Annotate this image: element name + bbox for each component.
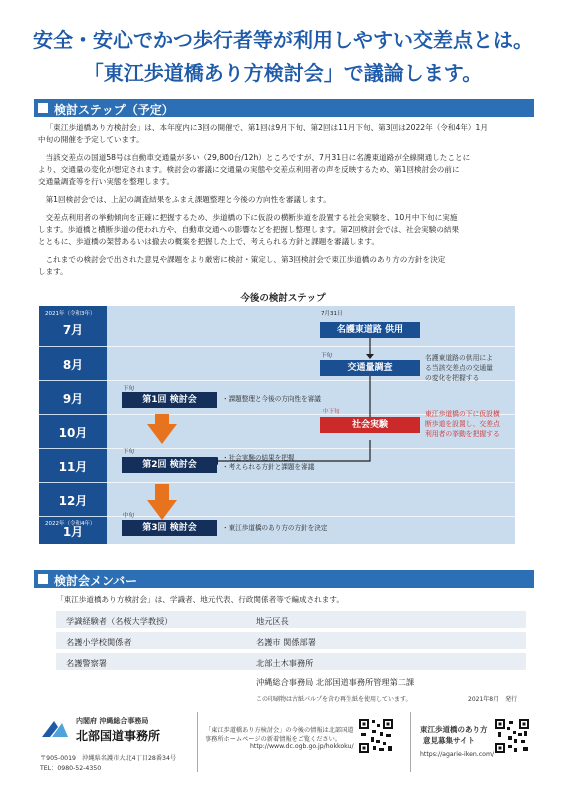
steps-section-title: 検討ステップ（予定） [54, 103, 174, 117]
printing-note: この印刷物は古紙パルプを含む再生紙を使用しています。 [256, 696, 412, 703]
site-url[interactable]: https://agarie-iken.com/ [420, 751, 495, 758]
open-milestone-box: 名護東道路 供用 [320, 322, 420, 338]
survey-note: 名護東道路の供用によ る当該交差点の交通量 の変化を把握する [425, 354, 493, 382]
month-cell-sep: 9月 [39, 381, 107, 414]
member-national-road-office: 沖縄総合事務局 北部国道事務所管理第二課 [256, 677, 415, 687]
year-label-2021: 2021年（令和3年） [45, 311, 96, 317]
meeting-2-box: 第2回 検討会 [122, 457, 217, 473]
member-police: 名護警察署 [66, 658, 107, 668]
meeting-1-box: 第1回 検討会 [122, 392, 217, 408]
org-sub-name: 内閣府 沖縄総合事務局 [76, 717, 149, 725]
month-cell-dec: 12月 [39, 483, 107, 516]
paragraph-line: 中旬の開催を予定しています。 [38, 135, 144, 144]
footer-divider [197, 712, 198, 772]
paragraph-line: します。 [38, 267, 68, 276]
steps-section-header [34, 99, 534, 117]
date-tag-0731: 7月31日 [321, 311, 343, 317]
schedule-timeline [39, 306, 515, 544]
org-address: 〒905-0019 沖縄県名護市大北4丁目28番34号 [40, 755, 177, 762]
meeting3-timing-tag: 中旬 [123, 513, 135, 519]
experiment-timing-tag: 中下旬 [323, 409, 340, 415]
org-tel: TEL：0980-52-4350 [40, 765, 102, 772]
traffic-survey-box: 交通量調査 [320, 360, 420, 376]
schedule-title: 今後の検討ステップ [240, 293, 326, 304]
member-academic: 学識経験者（名桜大学教授） [66, 616, 173, 626]
square-bullet-icon [38, 103, 48, 113]
month-cell-oct: 10月 [39, 415, 107, 448]
meeting-3-note: ・東江歩道橋のあり方の方針を決定 [222, 524, 328, 532]
homepage-link[interactable]: http://www.dc.ogb.go.jp/hokkoku/ [250, 743, 354, 750]
footer-divider [410, 712, 411, 772]
paragraph-line: より、交通量の変化が想定されます。検討会の審議に交通量の実態や交差点利用者の声を反映するため、第1回検討会の前に [38, 165, 460, 174]
site-qr-code-icon[interactable] [494, 718, 530, 754]
ministry-logo-icon [40, 717, 70, 739]
member-district-head: 地元区長 [256, 616, 289, 626]
paragraph-line: とともに、歩道橋の架替あるいは撤去の概案を把握した上で、考えられる方針と課題を審議します。 [38, 237, 379, 246]
year-label-2022: 2022年（令和4年） [45, 521, 96, 527]
paragraph-line: 交差点利用者の挙動傾向を正確に把握するため、歩道橋の下に仮設の横断歩道を設置する社会実験を、10月中下旬に実施 [45, 213, 458, 222]
meeting-1-note: ・課題整理と今後の方向性を審議 [222, 395, 321, 403]
month-cell-jan: 1月 [39, 517, 107, 544]
member-civil-office: 北部土木事務所 [256, 658, 314, 668]
paragraph-line: します。歩道橋と横断歩道の使われ方や、自動車交通への影響などを把握し整理します。第2回検討会では、社会実験の結果 [38, 225, 460, 234]
paragraph-line: 当該交差点の国道58号は自動車交通量が多い（29,800台/12h）ところですが、7月31日に名護東道路が全線開通したことに [45, 153, 471, 162]
info-line: 事務所ホームページの新着情報をご覧ください。 [205, 736, 341, 743]
meeting-2-note: ・社会実験の結果を把握 ・考えられる方針と課題を審議 [222, 454, 315, 471]
social-experiment-box: 社会実験 [320, 417, 420, 433]
members-section-header [34, 570, 534, 588]
headline-line-2: 「東江歩道橋あり方検討会」で議論します。 [83, 61, 483, 85]
meeting-3-box: 第3回 検討会 [122, 520, 217, 536]
homepage-qr-code-icon[interactable] [358, 718, 394, 754]
paragraph-line: 第1回検討会では、上記の調査結果をふまえ課題整理と今後の方向性を審議します。 [45, 195, 331, 204]
site-title-line: 東江歩道橋のあり方 [420, 725, 488, 734]
members-intro: 「東江歩道橋あり方検討会」は、学識者、地元代表、行政関係者等で編成されます。 [56, 595, 344, 604]
member-school: 名護小学校関係者 [66, 637, 132, 647]
org-name: 北部国道事務所 [76, 729, 161, 743]
meeting1-timing-tag: 下旬 [123, 386, 135, 392]
paragraph-line: 「東江歩道橋あり方検討会」は、本年度内に3回の開催で、第1回は9月下旬、第2回は11月下旬、第3回は2022年（令和4年）1月 [45, 123, 488, 132]
month-cell-jul: 7月 [39, 306, 107, 346]
month-cell-aug: 8月 [39, 347, 107, 380]
month-cell-nov: 11月 [39, 449, 107, 482]
square-bullet-icon [38, 574, 48, 584]
paragraph-line: これまでの検討会で出された意見や課題をより厳密に検討・策定し、第3回検討会で東江歩道橋のあり方の方針を決定 [45, 255, 446, 264]
info-line: 「東江歩道橋あり方検討会」の今後の情報は北部国道 [205, 727, 354, 734]
issue-date: 2021年8月 発行 [468, 696, 518, 703]
paragraph-line: 交通量調査等を行い実態を整理します。 [38, 177, 175, 186]
site-title-line: 意見募集サイト [423, 736, 475, 745]
survey-timing-tag: 下旬 [321, 353, 333, 359]
headline-line-1: 安全・安心でかつ歩行者等が利用しやすい交差点とは。 [33, 28, 533, 52]
member-city: 名護市 関係部署 [256, 637, 316, 647]
experiment-note: 東江歩道橋の下に仮設横 断歩道を設置し、交差点 利用者の挙動を把握する [425, 410, 500, 438]
meeting2-timing-tag: 下旬 [123, 449, 135, 455]
members-section-title: 検討会メンバー [54, 574, 138, 588]
